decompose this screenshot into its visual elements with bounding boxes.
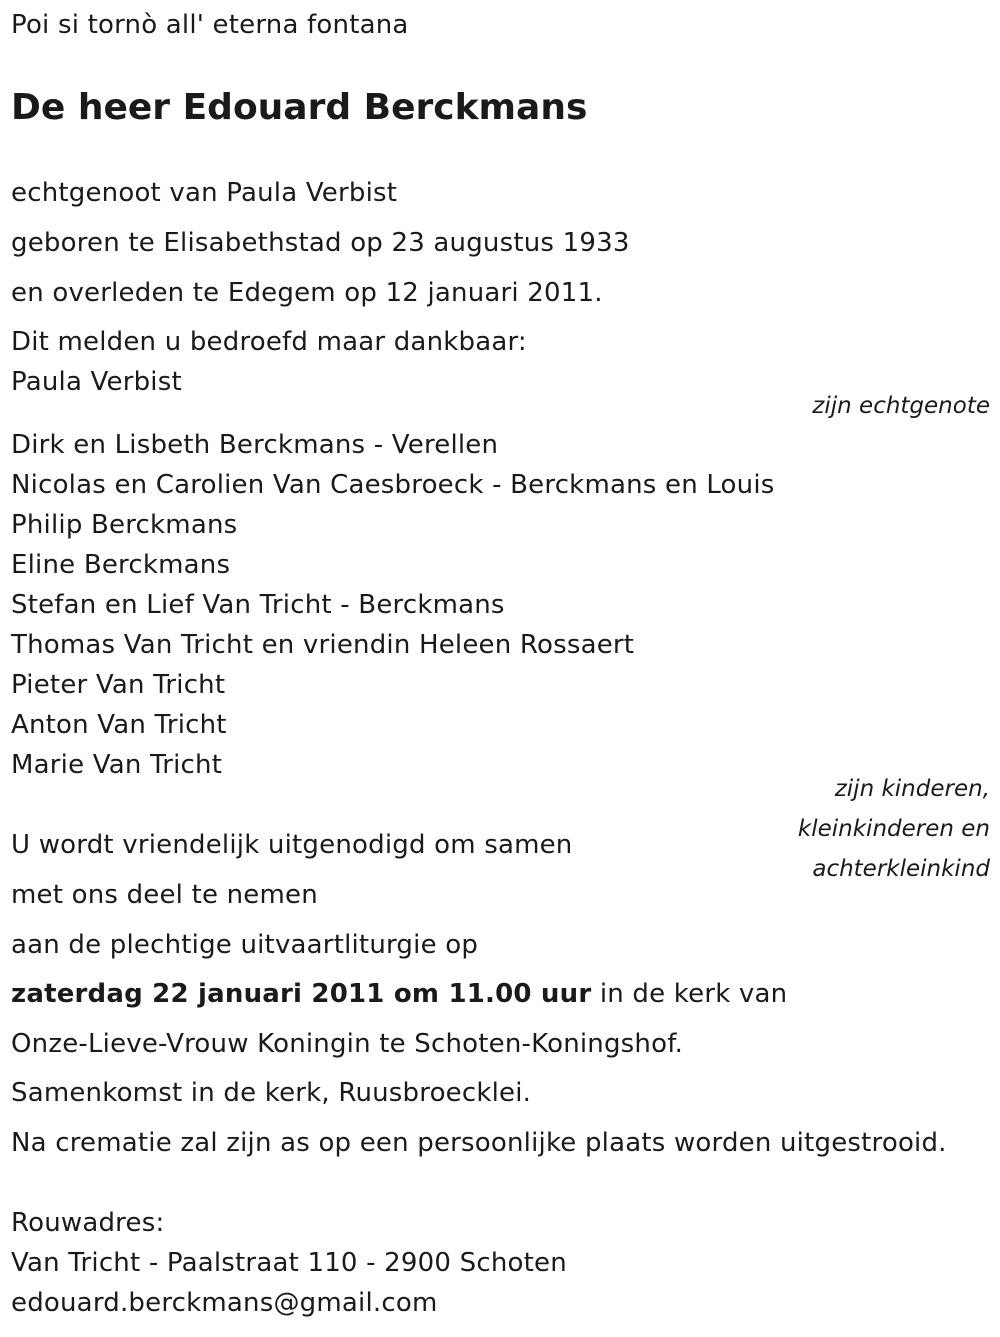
- deceased-name-title: De heer Edouard Berckmans: [11, 87, 588, 128]
- family-member: Nicolas en Carolien Van Caesbroeck - Berckmans en Louis: [11, 470, 775, 500]
- spouse-name: Paula Verbist: [11, 367, 182, 397]
- family-member: Marie Van Tricht: [11, 750, 223, 780]
- service-date: zaterdag 22 januari 2011 om 11.00 uur: [11, 979, 592, 1009]
- family-note-line: zijn kinderen,: [834, 776, 990, 802]
- family-note-line: achterkleinkind: [812, 856, 990, 882]
- detail-spouse-line: echtgenoot van Paula Verbist: [11, 178, 398, 208]
- invitation-line: met ons deel te nemen: [11, 880, 318, 910]
- service-line: [11, 978, 787, 1010]
- detail-death-line: en overleden te Edegem op 12 januari 2011.: [11, 278, 603, 308]
- detail-birth-line: geboren te Elisabethstad op 23 augustus 1933: [11, 228, 630, 258]
- spouse-note: zijn echtgenote: [812, 393, 990, 419]
- email-line: edouard.berckmans@gmail.com: [11, 1288, 438, 1318]
- cremation-line: Na crematie zal zijn as op een persoonlijke plaats worden uitgestrooid.: [11, 1128, 947, 1158]
- intro-quote: Poi si tornò all' eterna fontana: [11, 10, 409, 40]
- family-member: Dirk en Lisbeth Berckmans - Verellen: [11, 430, 499, 460]
- family-member: Anton Van Tricht: [11, 710, 227, 740]
- gathering-line: Samenkomst in de kerk, Ruusbroecklei.: [11, 1078, 532, 1108]
- family-member: Philip Berckmans: [11, 510, 238, 540]
- announcement-label: Dit melden u bedroefd maar dankbaar:: [11, 327, 527, 357]
- service-location-intro: in de kerk van: [591, 979, 788, 1009]
- family-member: Thomas Van Tricht en vriendin Heleen Rossaert: [11, 630, 635, 660]
- church-line: Onze-Lieve-Vrouw Koningin te Schoten-Koningshof.: [11, 1029, 684, 1059]
- invitation-line: aan de plechtige uitvaartliturgie op: [11, 930, 479, 960]
- address-line: Van Tricht - Paalstraat 110 - 2900 Schoten: [11, 1248, 567, 1278]
- family-member: Eline Berckmans: [11, 550, 231, 580]
- family-note-line: kleinkinderen en: [797, 816, 990, 842]
- family-member: Pieter Van Tricht: [11, 670, 226, 700]
- address-label: Rouwadres:: [11, 1208, 165, 1238]
- invitation-line: U wordt vriendelijk uitgenodigd om samen: [11, 830, 573, 860]
- family-member: Stefan en Lief Van Tricht - Berckmans: [11, 590, 505, 620]
